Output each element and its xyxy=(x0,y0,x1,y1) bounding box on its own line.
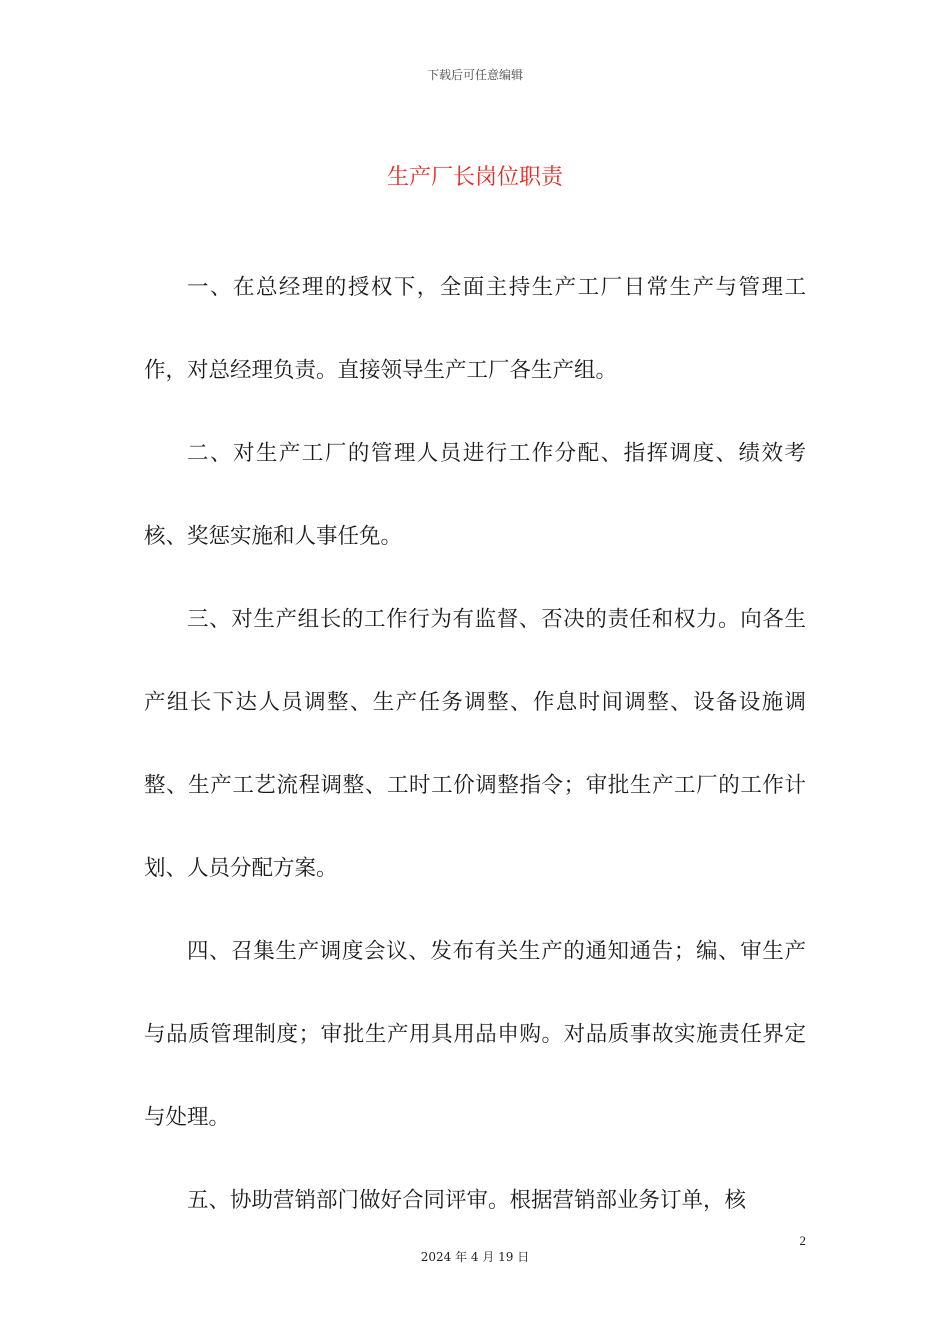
page-header-note: 下载后可任意编辑 xyxy=(426,68,523,82)
paragraph-4: 四、召集生产调度会议、发布有关生产的通知通告；编、审生产与品质管理制度；审批生产用具用品申购。对品质事故实施责任界定与处理。 xyxy=(144,939,806,1130)
document-title: 生产厂长岗位职责 xyxy=(386,165,563,190)
paragraph-5: 五、协助营销部门做好合同评审。根据营销部业务订单，核 xyxy=(187,1188,747,1213)
paragraph-3: 三、对生产组长的工作行为有监督、否决的责任和权力。向各生产组长下达人员调整、生产任务调整、作息时间调整、设备设施调整、生产工艺流程调整、工时工价调整指令；审批生产工厂的工作计划、人员分配方案。 xyxy=(144,607,806,881)
paragraph-1: 一、在总经理的授权下，全面主持生产工厂日常生产与管理工作，对总经理负责。直接领导生产工厂各生产组。 xyxy=(144,275,806,383)
paragraph-2: 二、对生产工厂的管理人员进行工作分配、指挥调度、绩效考核、奖惩实施和人事任免。 xyxy=(144,441,806,549)
page-number: 2 xyxy=(799,1233,806,1248)
document-body xyxy=(144,246,806,1242)
footer-date: 2024 年 4 月 19 日 xyxy=(420,1250,530,1264)
